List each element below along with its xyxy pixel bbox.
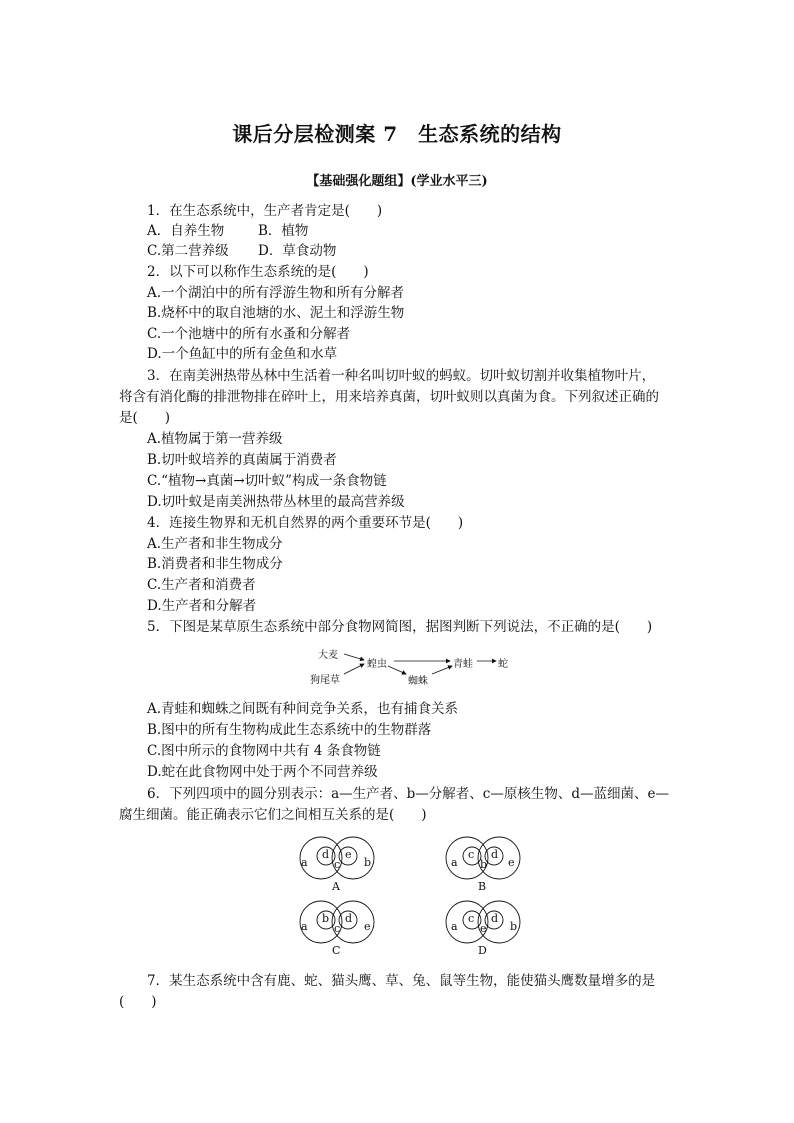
q2-option-c: C.一个池塘中的所有水蚤和分解者: [147, 326, 351, 342]
q6-stem-line-1: 6．下列四项中的圆分别表示：a—生产者、b—分解者、c—原核生物、d—蓝细菌、e—: [147, 786, 669, 802]
venn-d-label-4: d: [491, 912, 499, 925]
venn-d-label-3: e: [480, 922, 487, 935]
venn-a-label-2: d: [322, 848, 330, 861]
q2-stem: 2．以下可以称作生态系统的是( ): [147, 264, 369, 280]
venn-a-label-1: a: [301, 856, 308, 869]
node-locust: 蝗虫: [367, 659, 387, 670]
arrow-spider-frog: [432, 666, 452, 674]
node-foxtail: 狗尾草: [310, 675, 340, 686]
q7-stem-line-1: 7．某生态系统中含有鹿、蛇、猫头鹰、草、兔、鼠等生物，能使猫头鹰数量增多的是: [147, 973, 656, 989]
q1-option-d: D．草食动物: [258, 243, 337, 259]
venn-d-label-5: b: [510, 920, 518, 933]
venn-c-label-5: e: [364, 920, 371, 933]
node-frog: 青蛙: [453, 659, 473, 670]
q3-option-b: B.切叶蚁培养的真菌属于消费者: [147, 452, 337, 468]
venn-a-label-5: b: [364, 856, 372, 869]
q3-option-d: D.切叶蚁是南美洲热带丛林里的最高营养级: [147, 494, 405, 510]
q5-option-b: B.图中的所有生物构成此生态系统中的生物群落: [147, 722, 432, 738]
q6-stem-line-2: 腐生细菌。能正确表示它们之间相互关系的是( ): [119, 807, 427, 823]
page-title: 课后分层检测案 7 生态系统的结构: [232, 122, 562, 146]
venn-a-caption: A: [332, 880, 340, 893]
arrow-barley-locust: [344, 654, 364, 660]
q2-option-b: B.烧杯中的取自池塘的水、泥土和浮游生物: [147, 305, 405, 321]
q3-stem-line-1: 3．在南美洲热带丛林中生活着一种名叫切叶蚁的蚂蚁。切叶蚁切割并收集植物叶片，: [147, 368, 656, 384]
arrow-foxtail-locust: [344, 664, 364, 674]
venn-b-label-1: a: [451, 856, 458, 869]
venn-diagram-b: [434, 836, 534, 894]
q1-option-a: A．自养生物: [147, 223, 225, 239]
venn-b-caption: B: [478, 880, 487, 893]
q3-option-c: C.“植物→真菌→切叶蚁”构成一条食物链: [147, 473, 387, 489]
food-web-diagram: [300, 644, 530, 688]
venn-c-caption: C: [332, 944, 341, 957]
venn-b-label-2: c: [468, 848, 475, 861]
node-spider: 蜘蛛: [408, 676, 428, 687]
q7-stem-line-2: ( ): [119, 994, 157, 1010]
q4-option-c: C.生产者和消费者: [147, 577, 256, 593]
venn-a-label-3: c: [334, 858, 341, 871]
q4-option-d: D.生产者和分解者: [147, 598, 257, 614]
q5-option-d: D.蛇在此食物网中处于两个不同营养级: [147, 764, 378, 780]
venn-b-label-5: e: [508, 856, 515, 869]
venn-c-label-3: c: [334, 922, 341, 935]
q4-option-b: B.消费者和非生物成分: [147, 556, 283, 572]
venn-diagram-c: [288, 900, 388, 958]
venn-c-label-1: a: [301, 920, 308, 933]
q2-option-a: A.一个湖泊中的所有浮游生物和所有分解者: [147, 285, 405, 301]
node-snake: 蛇: [498, 659, 508, 670]
venn-d-label-1: a: [451, 920, 458, 933]
node-barley: 大麦: [318, 650, 338, 661]
venn-diagram-d: [434, 900, 534, 958]
q3-option-a: A.植物属于第一营养级: [147, 431, 283, 447]
venn-a-label-4: e: [345, 848, 352, 861]
q1-option-c: C.第二营养级: [147, 243, 229, 259]
q4-stem: 4．连接生物界和无机自然界的两个重要环节是( ): [147, 515, 464, 531]
q3-stem-line-3: 是( ): [119, 410, 171, 426]
venn-diagram-a: [288, 836, 388, 894]
venn-d-caption: D: [478, 944, 487, 957]
q5-stem: 5．下图是某草原生态系统中部分食物网简图，据图判断下列说法，不正确的是( ): [147, 619, 653, 635]
venn-b-label-4: d: [491, 848, 499, 861]
q5-option-a: A.青蛙和蜘蛛之间既有种间竞争关系，也有捕食关系: [147, 701, 459, 717]
q2-option-d: D.一个鱼缸中的所有金鱼和水草: [147, 346, 338, 362]
q1-stem: 1．在生态系统中，生产者肯定是( ): [147, 203, 383, 219]
venn-b-label-3: b: [480, 858, 488, 871]
venn-c-label-2: b: [322, 912, 330, 925]
q1-option-b: B．植物: [258, 223, 309, 239]
venn-c-label-4: d: [345, 912, 353, 925]
section-subtitle: 【基础强化题组】(学业水平三): [306, 174, 488, 189]
q5-option-c: C.图中所示的食物网中共有 4 条食物链: [147, 743, 381, 759]
q3-stem-line-2: 将含有消化酶的排泄物排在碎叶上，用来培养真菌，切叶蚁则以真菌为食。下列叙述正确的: [119, 389, 659, 405]
q4-option-a: A.生产者和非生物成分: [147, 536, 283, 552]
arrow-locust-spider: [388, 666, 406, 674]
venn-d-label-2: c: [468, 912, 475, 925]
